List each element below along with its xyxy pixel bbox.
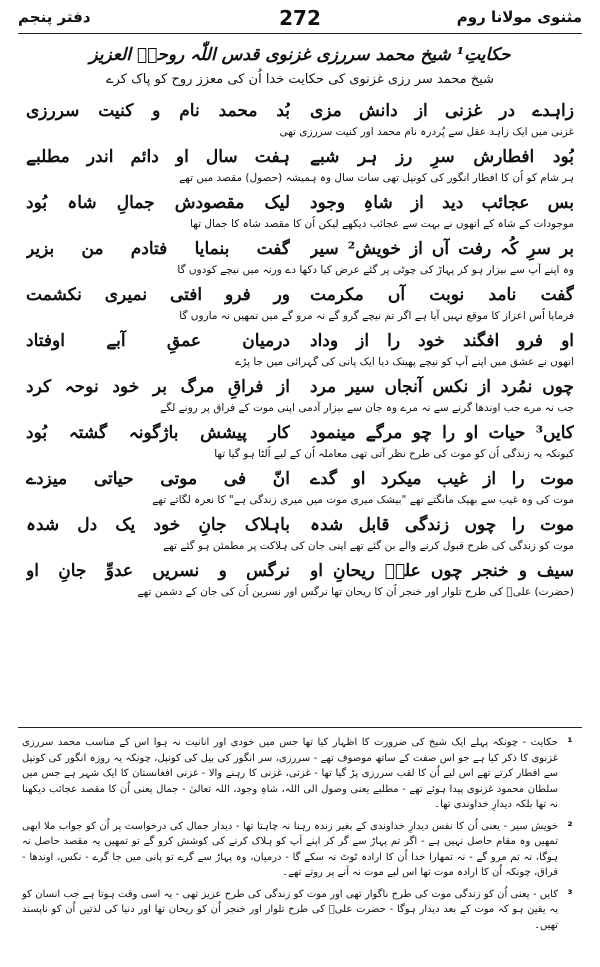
translation-line: موجودات کے شاہ کے انھوں نے بہت سے عجائب دیکھے لیکن اُن کا مقصد شاہ کا جمال تھا xyxy=(190,218,574,230)
translation-line: جب نہ مرے جب اوندھا گرنے سے نہ مرے وہ جان سے بیزار آدمی اپنی موت کے فراق پر رونے لگے xyxy=(160,402,574,414)
couplet xyxy=(26,144,574,186)
footnote xyxy=(22,819,582,881)
verse-line xyxy=(26,512,574,538)
verse-line xyxy=(26,328,574,354)
verse-line xyxy=(26,420,574,446)
translation-line: فرمایا اُس اعزاز کا موقع نہیں آیا ہے اگر تم نیچے گرو گے نہ مرو گے میں تمھیں نہ ماروں گا xyxy=(179,310,574,322)
footnote-number: ² xyxy=(567,818,573,833)
hemistich-second: کار پیشش باژگونہ گشتہ بُود xyxy=(26,423,290,443)
hemistich-second: لیک مقصودش جمالِ شاہ بُود xyxy=(26,193,290,213)
header-rule xyxy=(18,33,582,34)
translation-line: انھوں نے عشق میں اپنے آپ کو نیچے پھینک دیا ایک پانی کی گہرائی میں جا پڑے xyxy=(235,356,574,368)
couplet-list xyxy=(26,98,574,604)
hemistich-second: باہلاک جانِ خود یک دل شدہ xyxy=(26,515,290,535)
footnote-number: ³ xyxy=(567,886,573,901)
hemistich-second: از فراقِ مرگ بر خود نوحہ کرد xyxy=(26,377,290,397)
page-number: 272 xyxy=(279,6,321,30)
hemistich-second: انّ فی موتی حیاتی میزدے xyxy=(26,469,290,489)
verse-line xyxy=(26,374,574,400)
couplet xyxy=(26,98,574,140)
hemistich-first: بُود افطارش سرِ رز ہر شبے xyxy=(310,147,574,167)
hemistich-first: موت را چوں زندگی قابل شدہ xyxy=(310,515,574,535)
hemistich-first: گفت نامد نوبت آں مکرمت xyxy=(310,285,574,305)
verse-line xyxy=(26,236,574,262)
translation-line: غزنی میں ایک زاہد عقل سے پُردرہ نام محمد اور کنیت سررزی تھی xyxy=(279,126,574,138)
hemistich-second: بُد محمد نام و کنیت سررزی xyxy=(26,101,290,121)
footnote xyxy=(22,735,582,813)
couplet xyxy=(26,374,574,416)
footnote-list xyxy=(22,735,582,939)
footnote-text: کایں - یعنی اُن کو زندگی موت کی طرح ناگوار تھی اور موت کو زندگی کی طرح عزیز تھی - یہ اسی وقت ہوتا ہے جب انسان کو یہ یقین ہو کہ موت کے بعد دیدار ہوگا - حضرت علیؓ کی طرح تلوار اور خنجر اُن کو ریحان تھا اور دنیا کی لذتیں اُن کو ناپسند تھیں۔ xyxy=(22,888,558,931)
couplet xyxy=(26,512,574,554)
story-subtitle: شیخ محمد سر رزی غزنوی کی حکایت خدا اُن کی معزز روح کو پاک کرے xyxy=(105,72,494,87)
translation-line: ہر شام کو اُن کا افطار انگور کی کونپل تھی سات سال وہ ہمیشہ (حصول) مقصد میں تھے xyxy=(179,172,574,184)
footnote-text: حکایت - چونکہ پہلے ایک شیخ کی ضرورت کا اظہار کیا تھا جس میں خودی اور انانیت نہ ہوا اس کے مناسب محمد سررزی غزنوی کا ذکر کیا ہے جو اس صفت کے ساتھ موصوف تھے - سررزی، سر انگور کی بیل کی کونپل، چونکہ یہ روزہ انگور کی کونپل سے افطار کرتے تھے اس لیے اُن کا لقب سررزی پڑ گیا تھا - غزنی، غزنی کا رہنے والا - غزنی افغانستان کا ایک شہر ہے جس میں سلطان محمود غزنوی پیدا ہوئے تھے - مطلبے یعنی وصول الی اللہ، شاہِ وجود، اللہ تعالیٰ - جمال یعنی اُن کا مقصد عجائب دیکھنا نہ تھا بلکہ دیدارِ خداوندی تھا۔ xyxy=(22,737,558,810)
hemistich-second: ور فرو افتی نمیری نکشمت xyxy=(26,285,290,305)
translation-line: موت کو زندگی کی طرح قبول کرنے والے بن گئے تھے اپنی جان کی ہلاکت پر مطمئن ہو گئے تھے xyxy=(163,540,574,552)
translation-line: کیونکہ یہ زندگی اُن کو موت کی طرح نظر آتی تھی معاملہ اُن کے لیے اُلٹا ہو گیا تھا xyxy=(214,448,574,460)
couplet xyxy=(26,558,574,600)
couplet xyxy=(26,466,574,508)
verse-line xyxy=(26,98,574,124)
hemistich-first: زاہدے در غزنی از دانش مزی xyxy=(310,101,574,121)
book-title: مثنوی مولانا روم xyxy=(456,8,582,26)
verse-line xyxy=(26,282,574,308)
footnote-rule xyxy=(18,727,582,728)
volume-title: دفتر پنجم xyxy=(18,8,91,26)
hemistich-first: سیف و خنجر چوں علیؓ ریحانِ او xyxy=(310,561,574,581)
page-header xyxy=(18,6,582,32)
verse-line xyxy=(26,466,574,492)
couplet xyxy=(26,282,574,324)
couplet xyxy=(26,328,574,370)
hemistich-first: موت را از غیب میکرد او گدے xyxy=(310,469,574,489)
verse-line xyxy=(26,558,574,584)
hemistich-second: درمیان عمقِ آبے اوفتاد xyxy=(26,331,290,351)
footnote xyxy=(22,887,582,934)
hemistich-first: بس عجائب دید از شاہِ وجود xyxy=(310,193,574,213)
hemistich-second: نرگس و نسریں عدوِّ جانِ او xyxy=(26,561,290,581)
footnote-number: ¹ xyxy=(567,735,573,749)
footnote-text: خویش سیر - یعنی اُن کا نفس دیدارِ خداوندی کے بغیر زندہ رہنا نہ چاہتا تھا - دیدار جمال کی درخواست پر اُن کو جواب ملا ابھی تمھیں وہ مقام حاصل نہیں ہے - اگر تم پہاڑ سے گر کر اپنے آپ کو ہلاک کرنے کی کوشش کرو گے تو تمھیں یہ مقصد حاصل نہ ہوگا، نہ تم مرو گے - نہ تمھارا خدا اُن کا ارادہ ٹوٹ نہ سکے گا - درمیان، وہ پہاڑ سے گرے تو پانی میں جا گرے - نکس، اوندھا - فراق، چونکہ اُن کا ارادہ موت تھا اس لیے موت نہ آنے پر روتے تھے۔ xyxy=(22,820,558,878)
couplet xyxy=(26,236,574,278)
couplet xyxy=(26,190,574,232)
hemistich-first: بر سرِ کُہ رفت آں از خویش² سیر xyxy=(310,239,574,259)
translation-line: (حضرت) علیؓ کی طرح تلوار اور خنجر اُن کا ریحان تھا نرگس اور نسرین اُن کی جان کے دشمن تھے xyxy=(137,586,574,598)
hemistich-second: ہفت سال او دائم اندر مطلبے xyxy=(26,147,290,167)
hemistich-first: او فرو افگند خود را از وداد xyxy=(310,331,574,351)
hemistich-first: چوں نمُرد از نکس آنجاں سیر مرد xyxy=(310,377,574,397)
translation-line: وہ اپنے آپ سے بیزار ہو کر پہاڑ کی چوٹی پر گئے عرض کیا دکھا دے ورنہ میں نیچے کودوں گا xyxy=(177,264,574,276)
couplet xyxy=(26,420,574,462)
verse-line xyxy=(26,190,574,216)
hemistich-first: کایں³ حیات او را چو مرگے مینمود xyxy=(310,423,574,443)
verse-line xyxy=(26,144,574,170)
translation-line: موت کی وہ غیب سے بھیک مانگتے تھے "بیشک میری موت میں میری زندگی ہے" کا نعرہ لگاتے تھے xyxy=(152,494,574,506)
story-title: حکایتِ¹ شیخ محمد سررزی غزنوی قدس اللّٰہ روحہٗ العزیز xyxy=(89,45,511,65)
hemistich-second: گفت بنمایا فتادم من بزیر xyxy=(26,239,290,259)
